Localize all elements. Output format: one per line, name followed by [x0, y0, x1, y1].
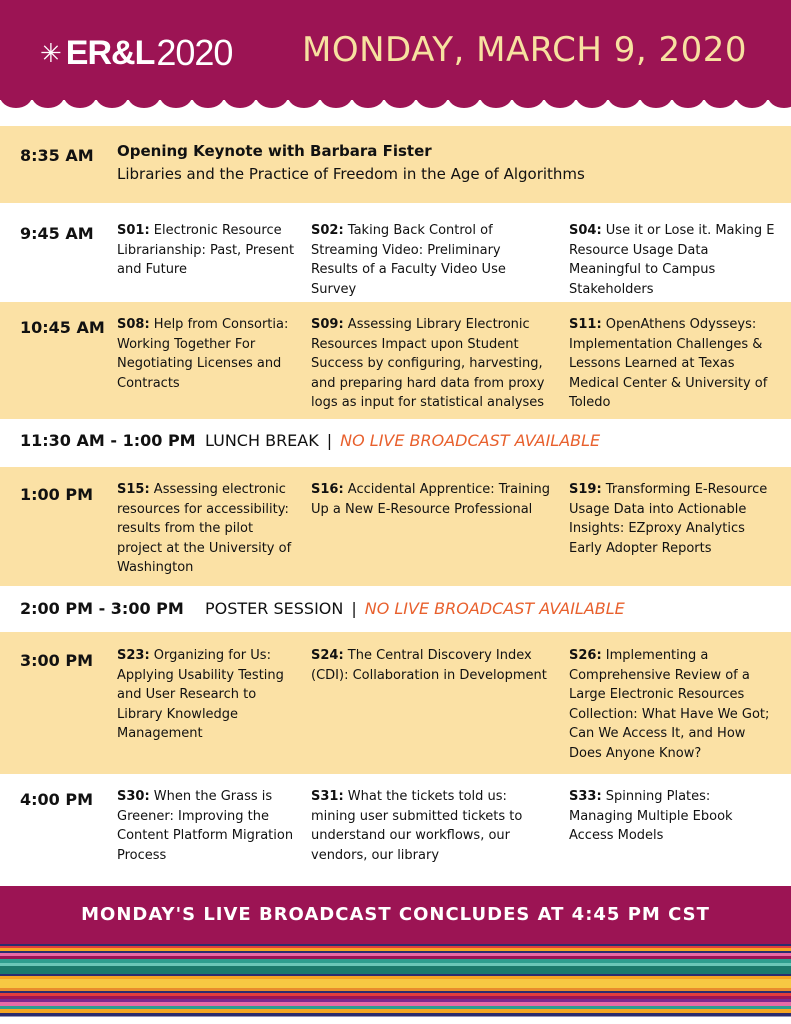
session-code: S26: [569, 648, 602, 663]
time-label: 2:00 PM - 3:00 PM [20, 599, 184, 618]
break-title: POSTER SESSION [205, 599, 344, 618]
session-title: When the Grass is Greener: Improving the Content Platform Migration Process [117, 789, 294, 863]
session-code: S31: [311, 789, 344, 804]
scallop-bump [32, 96, 64, 108]
session-title: Assessing electronic resources for accessibility: results from the pilot project at the University of Washington [117, 482, 292, 575]
separator: | [326, 431, 333, 450]
session-code: S08: [117, 317, 150, 332]
session-code: S24: [311, 648, 344, 663]
stripe [0, 988, 791, 992]
logo-text: ER&L [65, 33, 155, 72]
logo-year: 2020 [156, 32, 233, 73]
session-entry[interactable] [117, 221, 297, 280]
break-label [205, 599, 625, 618]
stripe [0, 956, 791, 960]
time-label: 3:00 PM [20, 651, 94, 670]
poster-session-row [0, 586, 791, 632]
scallop-bump [288, 96, 320, 108]
session-entry[interactable] [117, 480, 297, 578]
session-entry[interactable] [117, 787, 297, 865]
sparkle-icon: ✳ [40, 37, 62, 68]
session-code: S11: [569, 317, 602, 332]
stripe [0, 993, 791, 997]
keynote-subtitle: Libraries and the Practice of Freedom in the Age of Algorithms [117, 165, 585, 183]
scallop-bump [576, 96, 608, 108]
scallop-bump [448, 96, 480, 108]
scallop-bump [64, 96, 96, 108]
time-label: 8:35 AM [20, 146, 94, 165]
scallop-bump [160, 96, 192, 108]
session-entry[interactable] [311, 480, 551, 519]
stripe [0, 999, 791, 1003]
session-code: S23: [117, 648, 150, 663]
scallop-bump [384, 96, 416, 108]
session-row [0, 203, 791, 302]
scallop-bump [736, 96, 768, 108]
session-entry[interactable] [569, 787, 777, 846]
scallop-bump [256, 96, 288, 108]
stripe [0, 1006, 791, 1010]
stripe [0, 1009, 791, 1014]
lunch-break-row [0, 419, 791, 467]
stripe [0, 953, 791, 957]
stripe [0, 948, 791, 952]
session-title: Electronic Resource Librarianship: Past, Present and Future [117, 223, 295, 277]
time-label: 4:00 PM [20, 790, 94, 809]
separator: | [351, 599, 357, 618]
time-label: 9:45 AM [20, 224, 94, 243]
scallop-border [0, 96, 791, 112]
session-entry[interactable] [569, 221, 777, 299]
session-title: Use it or Lose it. Making E Resource Usage Data Meaningful to Campus Stakeholders [569, 223, 775, 297]
scallop-bump [672, 96, 704, 108]
scallop-bump [480, 96, 512, 108]
session-row [0, 467, 791, 586]
decorative-stripes [0, 944, 791, 1024]
session-row [0, 302, 791, 419]
stripe [0, 1013, 791, 1017]
session-row [0, 774, 791, 886]
stripe [0, 976, 791, 980]
session-title: Transforming E-Resource Usage Data into Actionable Insights: EZproxy Analytics Early Adopter Reports [569, 482, 768, 556]
footer-text: MONDAY'S LIVE BROADCAST CONCLUDES AT 4:45 PM CST [81, 904, 710, 925]
keynote-title: Opening Keynote with Barbara Fister [117, 142, 432, 160]
session-entry[interactable] [569, 646, 777, 763]
time-label: 11:30 AM - 1:00 PM [20, 431, 196, 450]
scallop-bump [128, 96, 160, 108]
scallop-bump [224, 96, 256, 108]
break-title: LUNCH BREAK [205, 431, 319, 450]
keynote-row [0, 126, 791, 203]
session-title: Accidental Apprentice: Training Up a New E-Resource Professional [311, 482, 551, 517]
scallop-bump [96, 96, 128, 108]
session-code: S30: [117, 789, 150, 804]
scallop-bump [544, 96, 576, 108]
scallop-bump [640, 96, 672, 108]
session-title: Taking Back Control of Streaming Video: Preliminary Results of a Faculty Video Use Survey [311, 223, 506, 297]
session-row [0, 632, 791, 774]
stripe [0, 963, 791, 967]
time-label: 1:00 PM [20, 485, 94, 504]
session-code: S04: [569, 223, 602, 238]
session-code: S02: [311, 223, 344, 238]
session-code: S19: [569, 482, 602, 497]
stripe [0, 996, 791, 1000]
erl-logo [40, 30, 232, 76]
session-title: Organizing for Us: Applying Usability Testing and User Research to Library Knowledge Management [117, 648, 284, 741]
session-entry[interactable] [311, 315, 551, 413]
stripe [0, 966, 791, 975]
stripe [0, 959, 791, 964]
scallop-bump [320, 96, 352, 108]
session-entry[interactable] [311, 221, 551, 299]
session-title: What the tickets told us: mining user submitted tickets to understand our workflows, our vendors, our library [311, 789, 523, 863]
scallop-bump [0, 96, 32, 108]
session-title: The Central Discovery Index (CDI): Collaboration in Development [311, 648, 547, 683]
session-code: S33: [569, 789, 602, 804]
session-entry[interactable] [569, 480, 777, 558]
session-entry[interactable] [311, 787, 551, 865]
scallop-bump [512, 96, 544, 108]
session-title: Spinning Plates: Managing Multiple Ebook Access Models [569, 789, 733, 843]
session-code: S15: [117, 482, 150, 497]
session-entry[interactable] [117, 646, 297, 744]
session-title: Help from Consortia: Working Together For Negotiating Licenses and Contracts [117, 317, 289, 391]
scallop-bump [608, 96, 640, 108]
session-code: S01: [117, 223, 150, 238]
scallop-bump [704, 96, 736, 108]
time-label: 10:45 AM [20, 318, 105, 337]
scallop-bump [352, 96, 384, 108]
session-title: OpenAthens Odysseys: Implementation Challenges & Lessons Learned at Texas Medical Center & University of Toledo [569, 317, 768, 410]
session-title: Implementing a Comprehensive Review of a Large Electronic Resources Collection: What Have We Got; Can We Access It, and How Does Anyone Know? [569, 648, 770, 761]
footer-banner [0, 886, 791, 944]
no-broadcast-notice: NO LIVE BROADCAST AVAILABLE [340, 431, 601, 450]
scallop-bump [416, 96, 448, 108]
page-header [0, 0, 791, 100]
break-label [205, 431, 600, 450]
scallop-bump [192, 96, 224, 108]
no-broadcast-notice: NO LIVE BROADCAST AVAILABLE [364, 599, 625, 618]
stripe [0, 979, 791, 989]
session-entry[interactable] [117, 315, 297, 393]
session-code: S16: [311, 482, 344, 497]
session-title: Assessing Library Electronic Resources Impact upon Student Success by configuring, harvesting, and preparing hard data from proxy logs as input for statistical analyses [311, 317, 545, 410]
page-title: MONDAY, MARCH 9, 2020 [302, 30, 748, 70]
session-entry[interactable] [569, 315, 777, 413]
session-code: S09: [311, 317, 344, 332]
scallop-bump [768, 96, 791, 108]
stripe [0, 1002, 791, 1007]
session-entry[interactable] [311, 646, 551, 685]
